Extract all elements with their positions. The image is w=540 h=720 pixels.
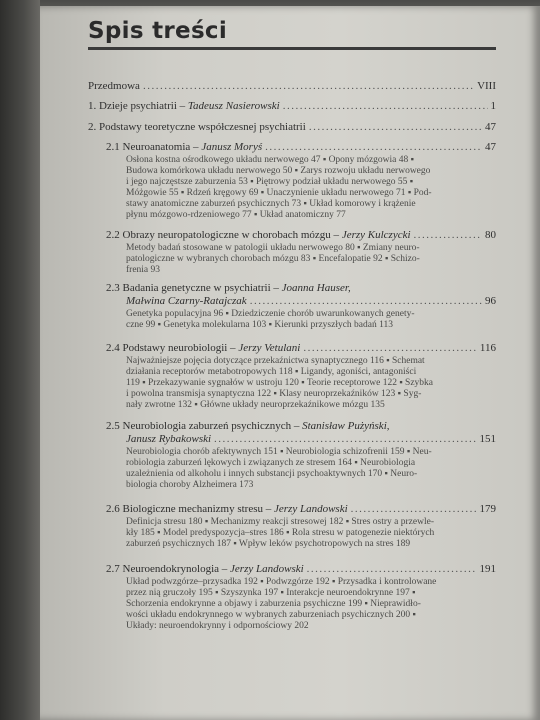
toc-topics-2-7: Układ podwzgórze–przysadka 192 ▪ Podwzgórze 192 ▪ Przysadka i kontrolowane przez nią gruczoły 195 ▪ Szyszynka 197 ▪ Interakcje neuroendokrynne 197 ▪ Schorzenia endokrynne a objawy i zaburzenia psychiczne 199 ▪ Nieprawidło- wości układu endokrynnego w wybranych zaburzeniach psychicznych 200 ▪ Układy: neuroendokrynny i odpornościowy 202 [126,577,437,631]
toc-topics-2-6: Definicja stresu 180 ▪ Mechanizmy reakcji stresowej 182 ▪ Stres ostry a przewle- kły 185 ▪ Model predyspozycja–stres 186 ▪ Rola stresu w patogenezie niektórych zaburzeń psychicznych 187 ▪ Wpływ leków psychotropowych na stres 189 [126,517,435,549]
toc-label: 2.4 Podstawy neurobiologii – Jerzy Vetulani [106,342,301,354]
leader-dots [143,80,474,92]
title-rule [88,47,496,50]
leader-dots [214,433,476,446]
toc-author: Jerzy Landowski [230,563,304,575]
toc-entry-2-4 [106,342,496,354]
toc-label: 2. Podstawy teoretyczne współczesnej psychiatrii [88,121,306,133]
toc-label: 2.1 Neuroanatomia – Janusz Moryś [106,141,263,153]
toc-page: 80 [485,229,496,241]
toc-label: 2.6 Biologiczne mechanizmy stresu – Jerzy Landowski [106,503,348,515]
leader-dots [351,503,477,515]
toc-page: 1 [490,100,496,112]
toc-author: Małwina Czarny-Ratajczak [126,295,247,307]
leader-dots [414,229,482,241]
toc-label: 1. Dzieje psychiatrii – Tadeusz Nasierowski [88,100,280,112]
toc-topics-2-5: Neurobiologia chorób afektywnych 151 ▪ Neurobiologia schizofrenii 159 ▪ Neu- robiologia zaburzeń lękowych i związanych ze stresem 164 ▪ Neurobiologia uzależnienia od alkoholu i innych substancji psychoaktywnych 170 ▪ Neuro- biologia choroby Alzheimera 173 [126,447,432,490]
toc-entry-2-6 [106,503,496,515]
toc-label: 2.2 Obrazy neuropatologiczne w chorobach mózgu – Jerzy Kulczycki [106,229,411,241]
toc-entry-preface [88,80,496,92]
book-gutter [0,0,40,720]
leader-dots [283,100,488,112]
toc-topics-2-2: Metody badań stosowane w patologii układu nerwowego 80 ▪ Zmiany neuro- patologiczne w wybranych chorobach mózgu 83 ▪ Encefalopatie 92 ▪ Schizo- frenia 93 [126,243,420,275]
toc-author: Tadeusz Nasierowski [187,100,280,112]
toc-topics-2-4: Najważniejsze pojęcia dotyczące przekaźnictwa synaptycznego 116 ▪ Schemat działania receptorów metabotropowych 118 ▪ Ligandy, agoniści, antagoniści 119 ▪ Przekazywanie sygnałów w ustroju 120 ▪ Teorie receptorowe 122 ▪ Szybka i powolna transmisja synaptyczna 122 ▪ Klasy neuroprzekaźników 123 ▪ Syg- nały zwrotne 132 ▪ Główne układy neuroprzekaźnikowe mózgu 135 [126,356,434,410]
page-title: Spis treści [88,18,228,44]
toc-page: VIII [477,80,496,92]
toc-label: 2.7 Neuroendokrynologia – Jerzy Landowski [106,563,304,575]
toc-entry-2-2 [106,229,496,241]
toc-author: Joanna Hauser, [281,282,351,294]
toc-entry-ch2 [88,121,496,133]
toc-entry-2-3: 2.3 Badania genetyczne w psychiatrii – Joanna Hauser, Małwina Czarny-Ratajczak ..... 96 [106,282,496,308]
toc-author: Janusz Rybakowski [126,433,212,445]
leader-dots [303,342,477,354]
toc-entry-2-5: 2.5 Neurobiologia zaburzeń psychicznych – Stanisław Pużyński, Janusz Rybakowski ..... 151 [106,420,496,446]
toc-topics-2-1: Osłona kostna ośrodkowego układu nerwowego 47 ▪ Opony mózgowia 48 ▪ Budowa komórkowa układu nerwowego 50 ▪ Zarys rozwoju układu nerwowego i jego najczęstsze zaburzenia 53 ▪ Piętrowy podział układu nerwowego 55 ▪ Móżgowie 55 ▪ Rdzeń kręgowy 69 ▪ Unaczynienie układu nerwowego 71 ▪ Pod- stawy anatomiczne zaburzeń psychicznych 73 ▪ Układ komorowy i krążenie płynu mózgowo-rdzeniowego 77 ▪ Układ anatomiczny 77 [126,155,432,220]
toc-entry-2-7 [106,563,496,575]
toc-page: 151 [479,433,496,445]
toc-label: Przedmowa [88,80,140,92]
toc-author: Stanisław Pużyński, [302,420,390,432]
toc-author: Janusz Moryś [201,141,263,153]
toc-page: 179 [479,503,496,515]
toc-author: Jerzy Kulczycki [341,229,411,241]
leader-dots [307,563,477,575]
leader-dots [309,121,482,133]
toc-entry-ch1 [88,100,496,112]
toc-author: Jerzy Vetulani [238,342,301,354]
toc-author: Jerzy Landowski [274,503,348,515]
toc-page: 47 [485,141,496,153]
toc-page: 96 [485,295,496,307]
toc-page: 47 [485,121,496,133]
toc-topics-2-3: Genetyka populacyjna 96 ▪ Dziedziczenie chorób uwarunkowanych genety- czne 99 ▪ Genetyka molekularna 103 ▪ Kierunki przyszłych badań 113 [126,309,415,330]
leader-dots [250,295,482,308]
toc-page: 191 [479,563,496,575]
leader-dots [265,141,482,153]
toc-page: 116 [479,342,496,354]
toc-entry-2-1 [106,141,496,153]
